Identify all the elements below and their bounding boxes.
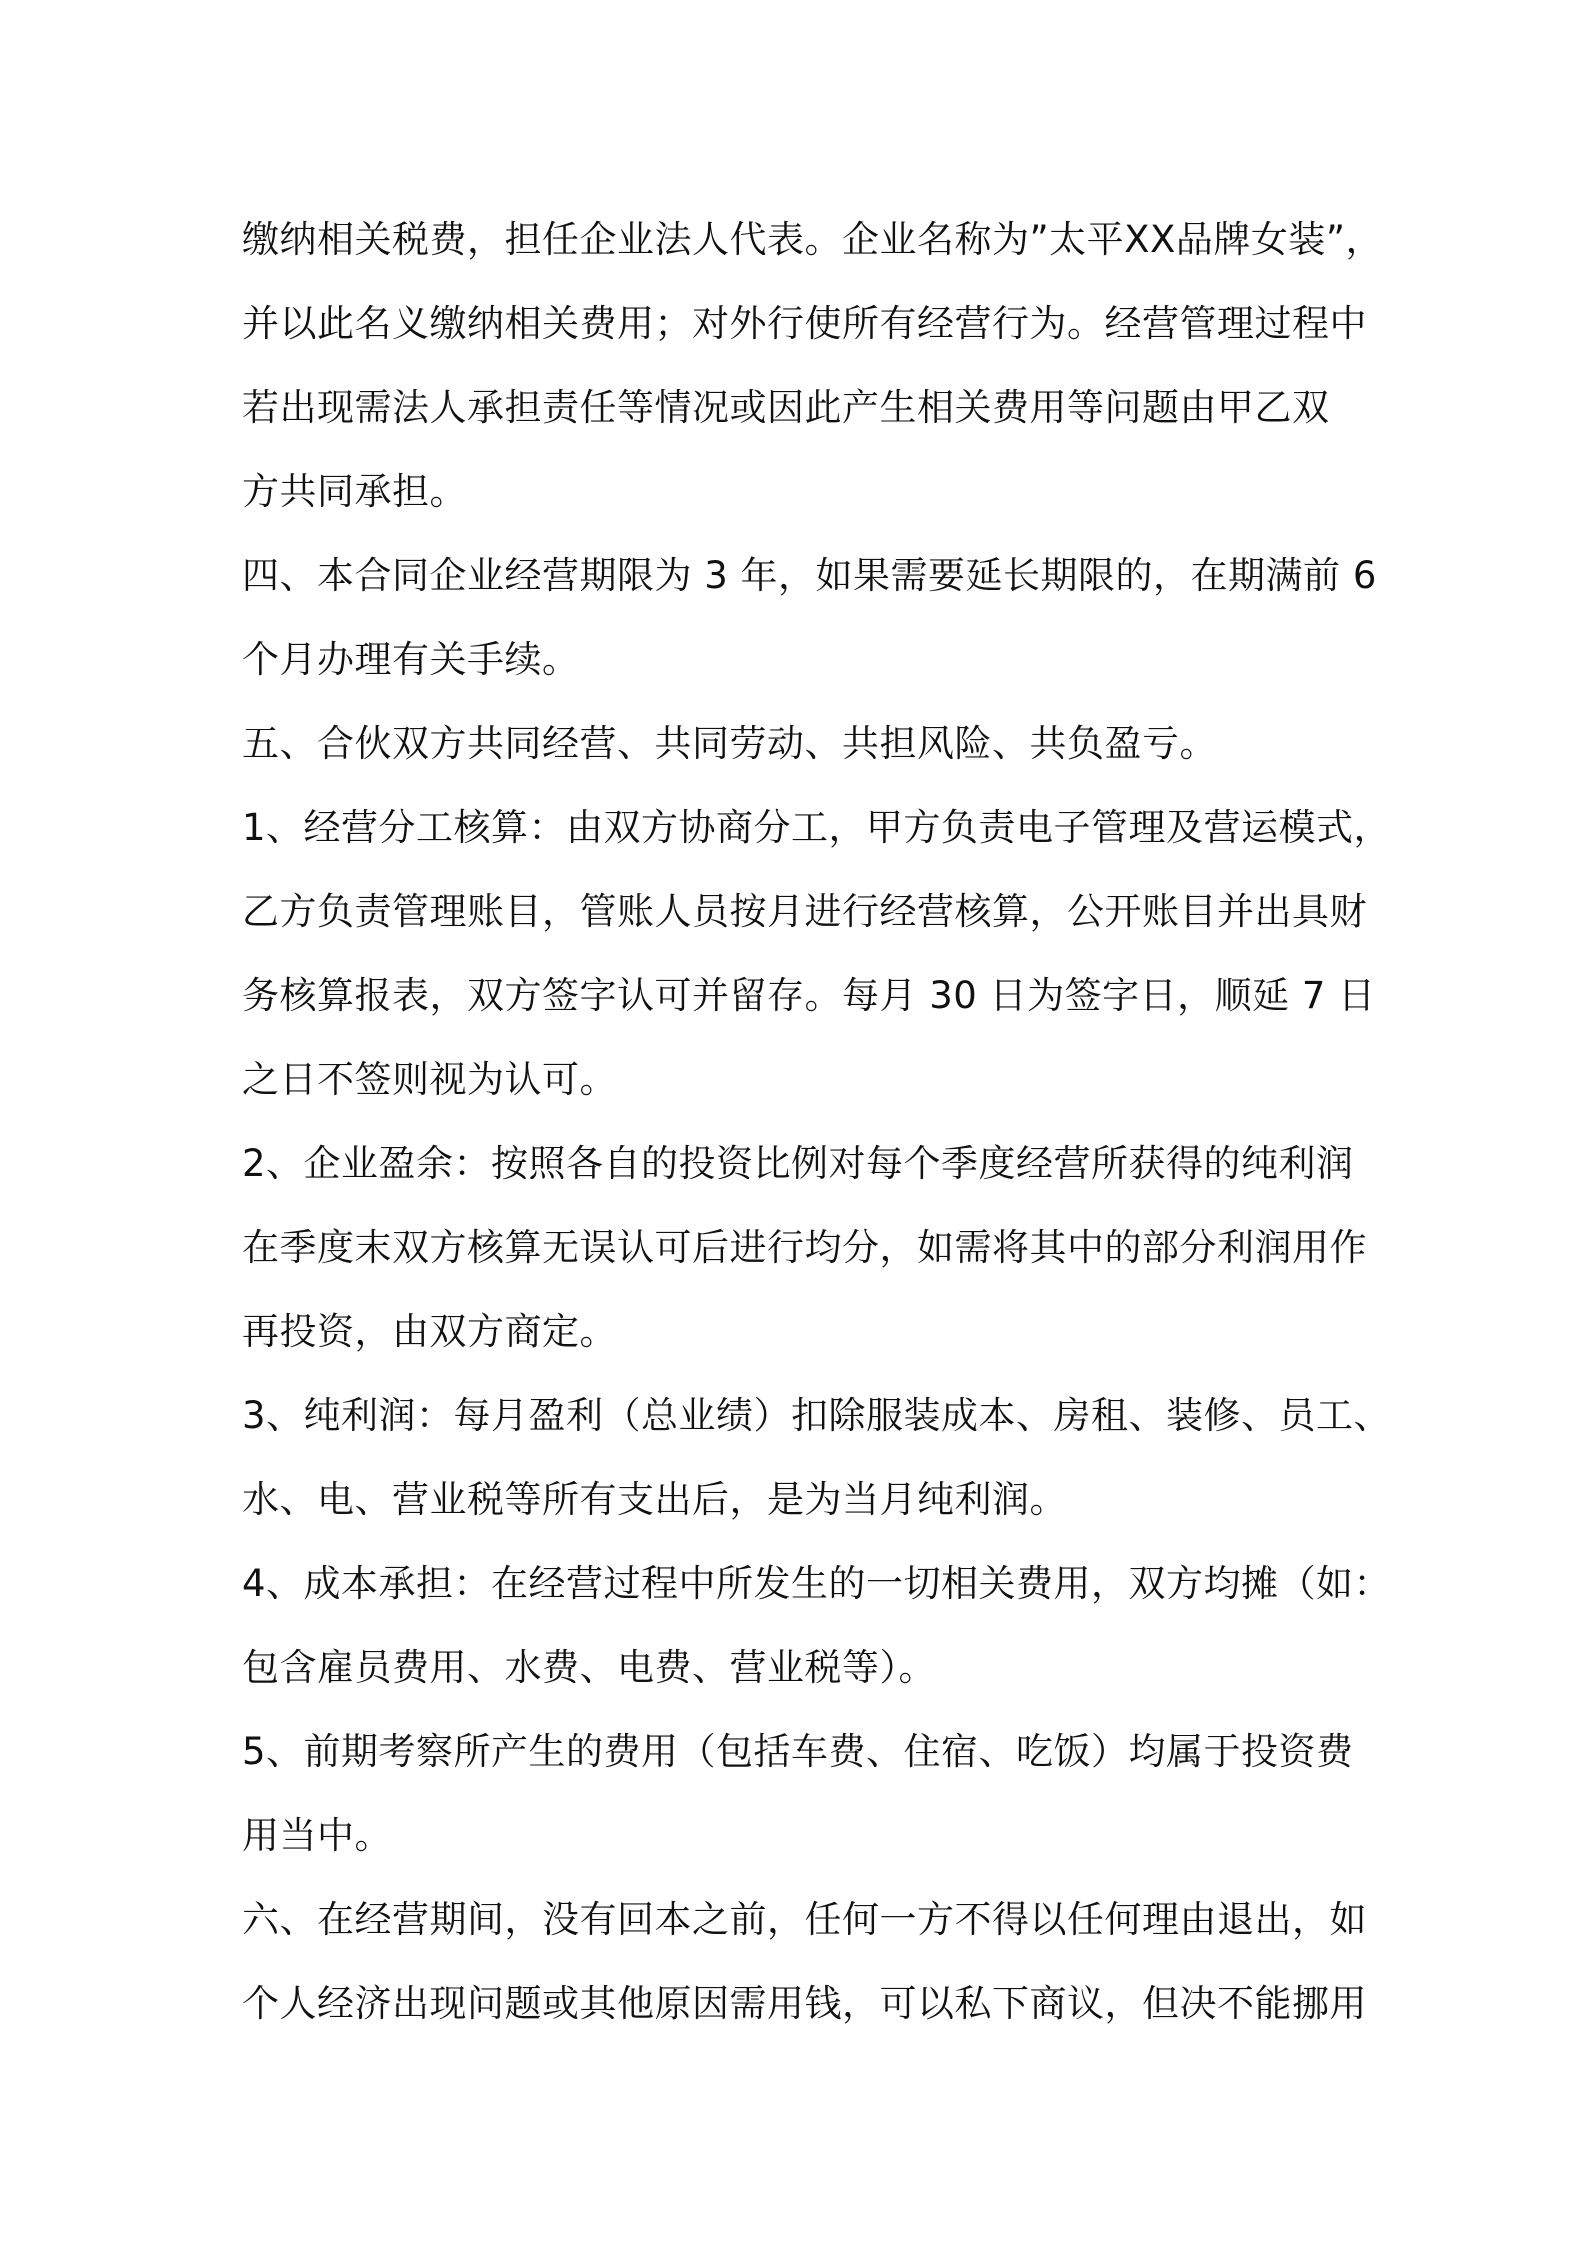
text-line: 缴纳相关税费，担任企业法人代表。企业名称为”太平XX品牌女装”， (242, 218, 1384, 261)
text-line: 5、前期考察所产生的费用（包括车费、住宿、吃饭）均属于投资费 (242, 1730, 1354, 1773)
text-line: 2、企业盈余：按照各自的投资比例对每个季度经营所获得的纯利润 (242, 1142, 1354, 1185)
text-line: 六、在经营期间，没有回本之前，任何一方不得以任何理由退出，如 (242, 1898, 1367, 1941)
text-line: 之日不签则视为认可。 (242, 1058, 617, 1101)
text-line: 1、经营分工核算：由双方协商分工，甲方负责电子管理及营运模式， (242, 806, 1392, 849)
document-body (242, 198, 1392, 2046)
text-line: 3、纯利润：每月盈利（总业绩）扣除服装成本、房租、装修、员工、 (242, 1394, 1392, 1437)
text-line: 个人经济出现问题或其他原因需用钱，可以私下商议，但决不能挪用 (242, 1982, 1367, 2025)
text-line: 用当中。 (242, 1814, 392, 1857)
text-line: 若出现需法人承担责任等情况或因此产生相关费用等问题由甲乙双 (242, 386, 1330, 429)
text-line: 4、成本承担：在经营过程中所发生的一切相关费用，双方均摊（如： (242, 1562, 1392, 1605)
text-line: 再投资，由双方商定。 (242, 1310, 617, 1353)
text-line: 并以此名义缴纳相关费用；对外行使所有经营行为。经营管理过程中 (242, 302, 1367, 345)
text-line: 乙方负责管理账目，管账人员按月进行经营核算，公开账目并出具财 (242, 890, 1367, 933)
text-line: 务核算报表，双方签字认可并留存。每月 30 日为签字日，顺延 7 日 (242, 974, 1376, 1017)
text-line: 包含雇员费用、水费、电费、营业税等）。 (242, 1646, 936, 1689)
text-line: 个月办理有关手续。 (242, 638, 580, 681)
text-line: 五、合伙双方共同经营、共同劳动、共担风险、共负盈亏。 (242, 722, 1217, 765)
text-line: 四、本合同企业经营期限为 3 年，如果需要延长期限的，在期满前 6 (242, 554, 1377, 597)
text-line: 水、电、营业税等所有支出后，是为当月纯利润。 (242, 1478, 1067, 1521)
text-line: 在季度末双方核算无误认可后进行均分，如需将其中的部分利润用作 (242, 1226, 1367, 1269)
text-line: 方共同承担。 (242, 470, 467, 513)
